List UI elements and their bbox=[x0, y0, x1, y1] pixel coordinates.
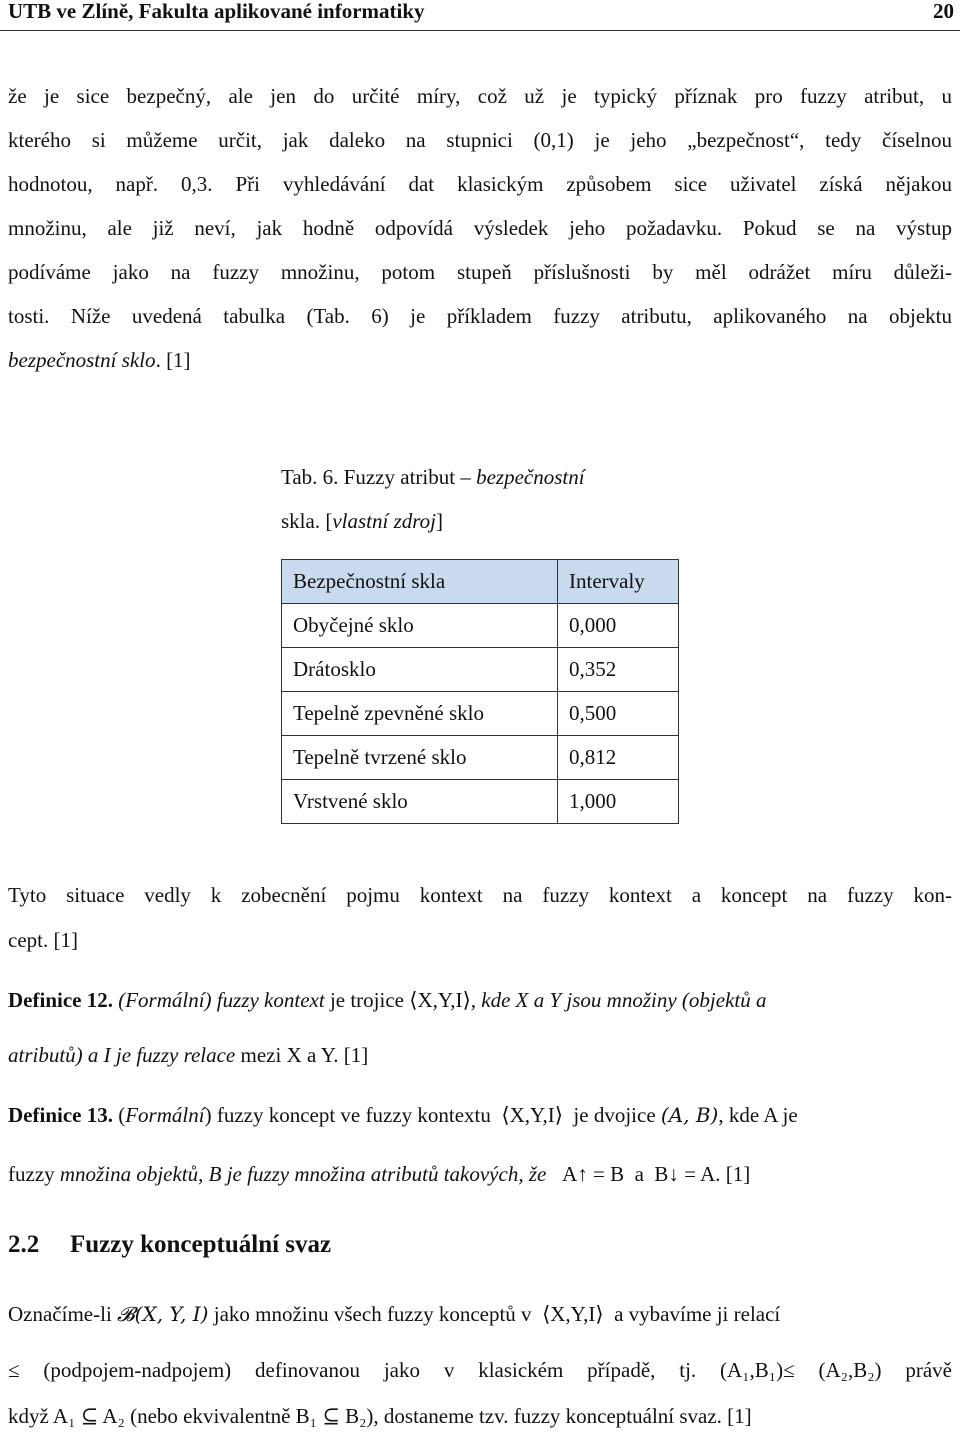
left-angle-icon: ⟨ bbox=[501, 1103, 510, 1127]
left-angle-icon: ⟨ bbox=[409, 988, 418, 1012]
column-header: Bezpečnostní skla bbox=[282, 560, 558, 604]
table-row bbox=[282, 604, 679, 648]
table-row bbox=[282, 736, 679, 780]
left-angle-icon: ⟨ bbox=[542, 1302, 551, 1326]
page-header bbox=[0, 0, 960, 31]
italic-term: bezpečnostní sklo bbox=[8, 348, 156, 372]
section-number: 2.2 bbox=[8, 1231, 40, 1258]
paragraph-line: když A₁ ⊆ A₂ (nebo ekvivalentně B₁ ⊆ B₂), dostaneme tzv. fuzzy konceptuální svaz. [1] bbox=[8, 1404, 752, 1428]
paragraph-line: Označíme-li 𝓑(X, Y, I) jako množinu všech fuzzy konceptů v ⟨X,Y,I⟩ a vybavíme ji relací bbox=[8, 1302, 781, 1326]
paragraph-line: cept. [1] bbox=[8, 928, 78, 952]
table-row bbox=[282, 780, 679, 824]
table-row bbox=[282, 692, 679, 736]
table-row bbox=[282, 648, 679, 692]
math-equation: A↑ = B bbox=[562, 1162, 625, 1186]
definition-12-line2: atributů) a I je fuzzy relace mezi X a Y. [1] bbox=[8, 1043, 369, 1067]
math-set: 𝓑(X, Y, I) bbox=[117, 1302, 209, 1326]
table-header-row bbox=[282, 560, 679, 604]
paragraph-line: Tyto situace vedly k zobecnění pojmu kontext na fuzzy kontext a koncept na fuzzy kon- bbox=[8, 883, 952, 907]
math-equation: B↓ = A bbox=[654, 1162, 716, 1186]
table-cell: 1,000 bbox=[558, 780, 679, 824]
table-caption-line2: skla. [vlastní zdroj] bbox=[281, 509, 443, 533]
table-cell: Tepelně zpevněné sklo bbox=[282, 692, 558, 736]
paragraph-line: hodnotou, např. 0,3. Při vyhledávání dat klasickým způsobem sice uživatel získá nějakou bbox=[8, 172, 952, 196]
table-cell: Obyčejné sklo bbox=[282, 604, 558, 648]
paragraph-line: ≤ (podpojem-nadpojem) definovanou jako v klasickém případě, tj. (A₁,B₁)≤ (A₂,B₂) právě bbox=[8, 1358, 952, 1382]
paragraph-line: kterého si můžeme určit, jak daleko na stupnici (0,1) je jeho „bezpečnost“, tedy číselnou bbox=[8, 128, 952, 152]
table-cell: Vrstvené sklo bbox=[282, 780, 558, 824]
right-angle-icon: ⟩ bbox=[462, 988, 471, 1012]
paragraph-line: podíváme jako na fuzzy množinu, potom stupeň příslušnosti by měl odrážet míru důleži- bbox=[8, 260, 952, 284]
paragraph-line: bezpečnostní sklo. [1] bbox=[8, 348, 191, 372]
page-number: 20 bbox=[933, 0, 954, 23]
definition-12: Definice 12. (Formální) fuzzy kontext je trojice ⟨X,Y,I⟩, kde X a Y jsou množiny (objektů a bbox=[8, 988, 767, 1012]
section-heading bbox=[8, 1231, 331, 1259]
table-cell: 0,812 bbox=[558, 736, 679, 780]
paragraph-line: tosti. Níže uvedená tabulka (Tab. 6) je příkladem fuzzy atributu, aplikovaného na objektu bbox=[8, 304, 952, 328]
paragraph-line: že je sice bezpečný, ale jen do určité míry, což už je typický příznak pro fuzzy atribut, u bbox=[8, 84, 952, 108]
header-title: UTB ve Zlíně, Fakulta aplikované informatiky bbox=[8, 0, 425, 23]
table-cell: 0,352 bbox=[558, 648, 679, 692]
table-cell: 0,000 bbox=[558, 604, 679, 648]
definition-label: Definice 13. bbox=[8, 1103, 113, 1127]
table-caption: Tab. 6. Fuzzy atribut – bezpečnostní bbox=[281, 465, 585, 489]
right-angle-icon: ⟩ bbox=[554, 1103, 563, 1127]
right-angle-icon: ⟩ bbox=[595, 1302, 604, 1326]
column-header: Intervaly bbox=[558, 560, 679, 604]
math-pair: (A, B) bbox=[660, 1103, 719, 1127]
paragraph-line: množinu, ale již neví, jak hodně odpovídá výsledek jeho požadavku. Pokud se na výstup bbox=[8, 216, 952, 240]
table-cell: Tepelně tvrzené sklo bbox=[282, 736, 558, 780]
section-title: Fuzzy konceptuální svaz bbox=[70, 1231, 332, 1258]
glass-table bbox=[281, 559, 679, 824]
table-cell: 0,500 bbox=[558, 692, 679, 736]
definition-13: Definice 13. (Formální) fuzzy koncept ve fuzzy kontextu ⟨X,Y,I⟩ je dvojice (A, B), kde A je bbox=[8, 1103, 798, 1127]
table-cell: Drátosklo bbox=[282, 648, 558, 692]
definition-label: Definice 12. bbox=[8, 988, 113, 1012]
definition-13-line2: fuzzy množina objektů, B je fuzzy množina atributů takových, že A↑ = B a B↓ = A. [1] bbox=[8, 1162, 751, 1186]
